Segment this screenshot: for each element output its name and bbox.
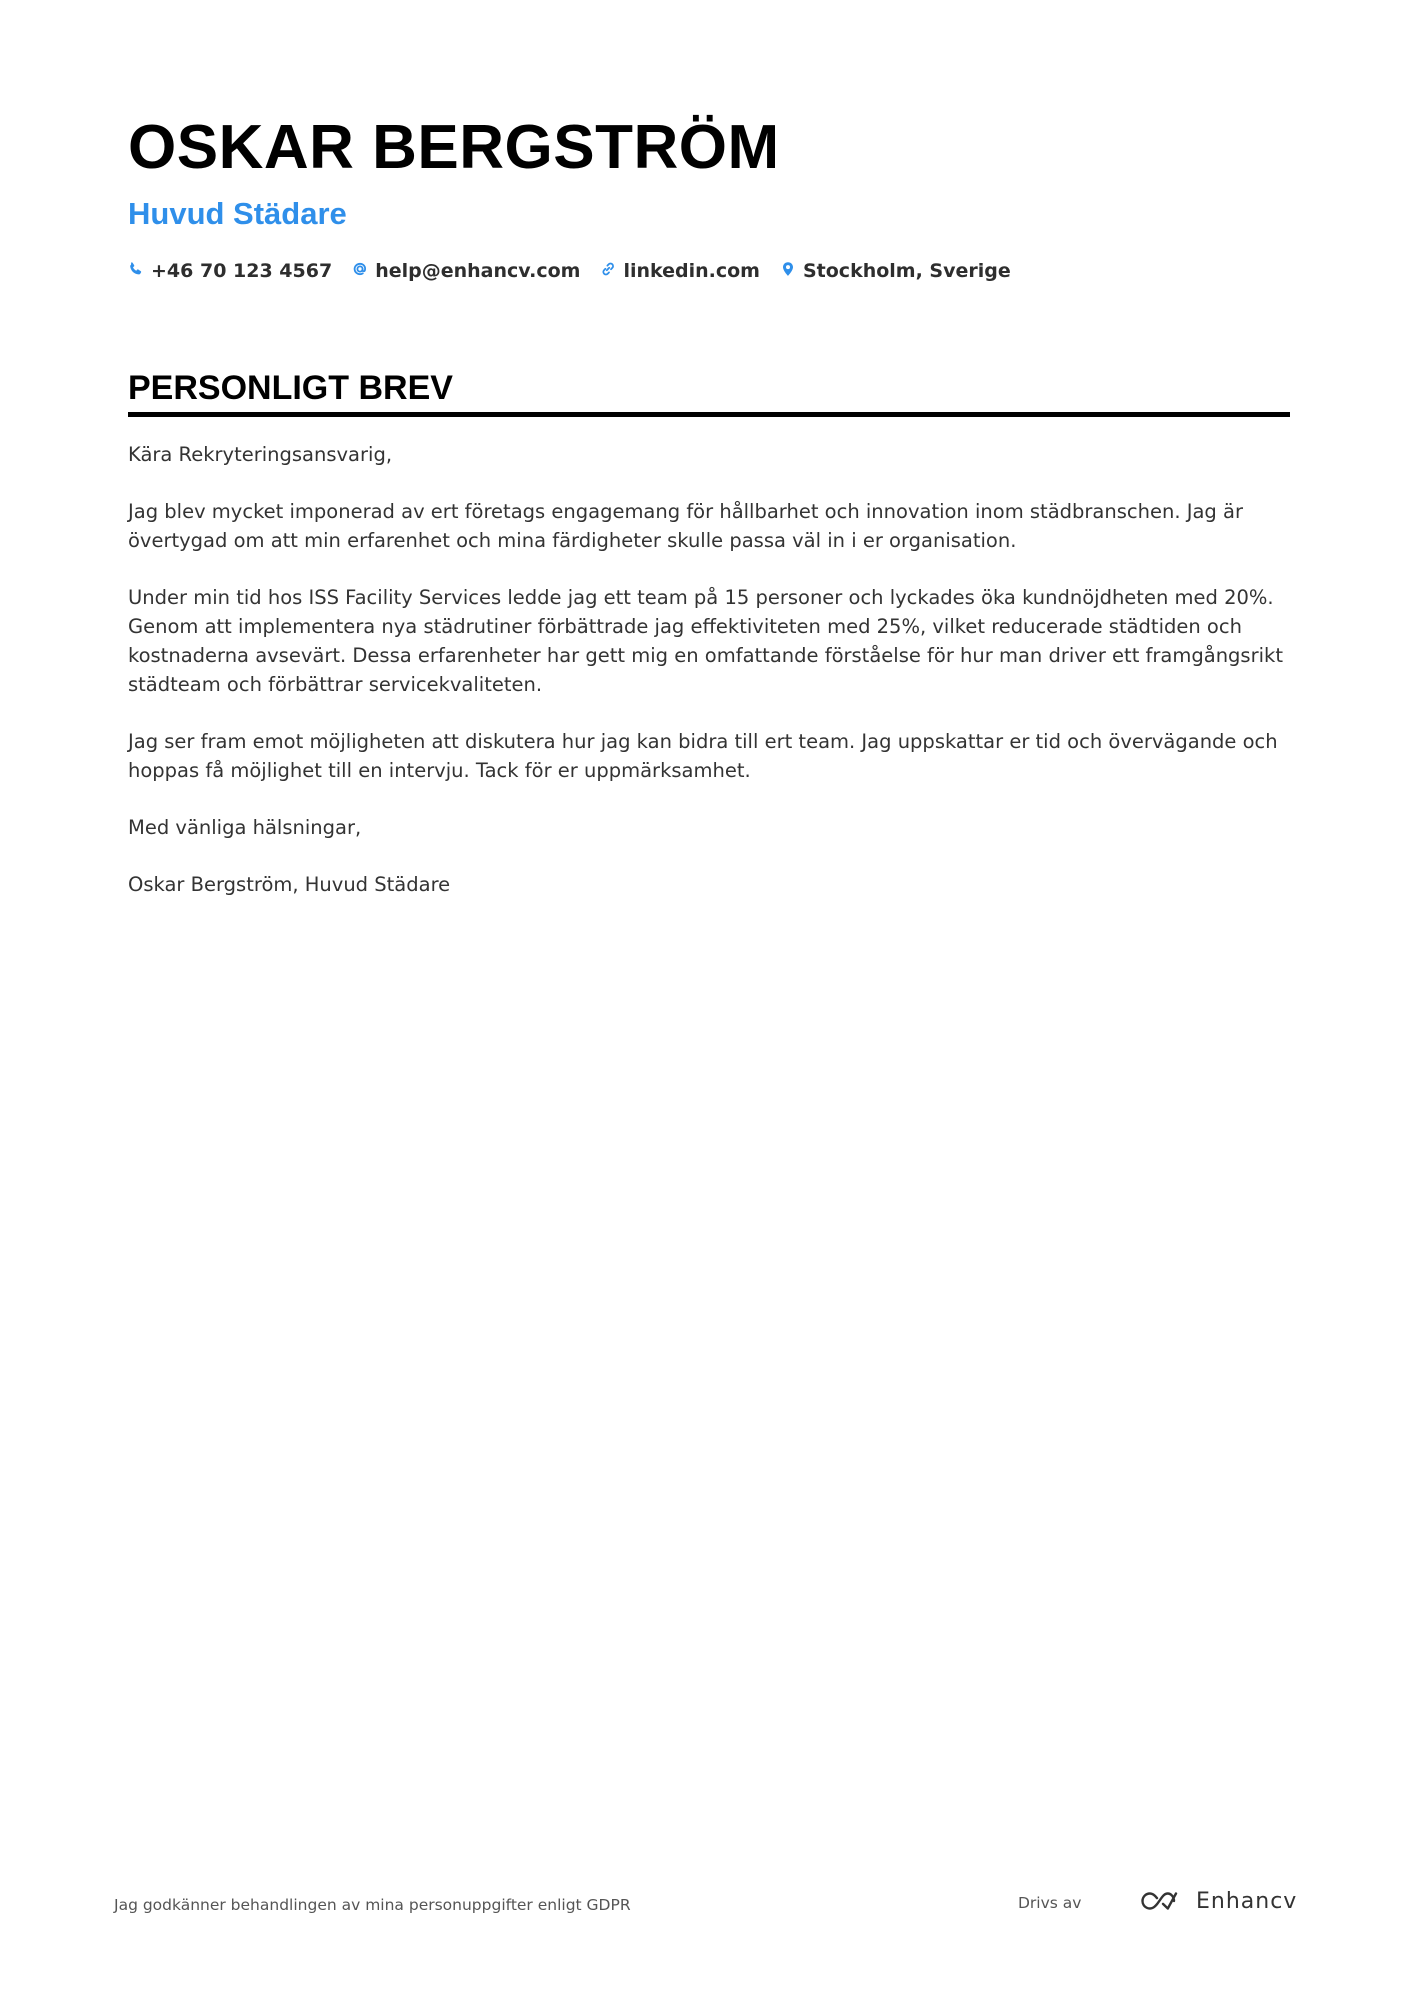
letter-greeting: Kära Rekryteringsansvarig,	[128, 443, 393, 466]
enhancv-brand-name: Enhancv	[1196, 1888, 1298, 1914]
location-text: Stockholm, Sverige	[802, 260, 1011, 282]
cover-letter-section	[128, 366, 1290, 929]
link-icon	[600, 260, 616, 282]
enhancv-logo-icon	[1136, 1888, 1182, 1914]
powered-by-label: Drivs av	[1018, 1894, 1082, 1912]
contact-phone[interactable]	[128, 260, 332, 282]
gdpr-consent-text: Jag godkänner behandlingen av mina personuppgifter enligt GDPR	[114, 1896, 631, 1914]
letter-paragraph: Under min tid hos ISS Facility Services ledde jag ett team på 15 personer och lyckades öka kundnöjdheten med 20%. Genom att implementera nya städrutiner förbättrade jag effektiviteten med 25%, vilket reducerade städtiden och kostnaderna avsevärt. Dessa erfarenheter har gett mig en omfattande förståelse för hur man driver ett framgångsrikt städteam och förbättrar servicekvaliteten.	[128, 586, 1283, 696]
letter-paragraph: Jag blev mycket imponerad av ert företags engagemang för hållbarhet och innovation inom städbranschen. Jag är övertygad om att min erfarenhet och mina färdigheter skulle passa väl in i er organisation.	[128, 500, 1243, 553]
letter-signature: Oskar Bergström, Huvud Städare	[128, 873, 451, 897]
location-pin-icon	[780, 260, 796, 282]
contact-location	[780, 260, 1011, 282]
linkedin-text: linkedin.com	[623, 260, 760, 282]
contact-linkedin[interactable]	[600, 260, 760, 282]
section-title: PERSONLIGT BREV	[128, 369, 453, 407]
header	[128, 108, 1290, 282]
job-title: Huvud Städare	[128, 196, 347, 231]
enhancv-brand-link[interactable]	[1136, 1888, 1297, 1914]
at-icon	[352, 260, 368, 282]
applicant-name: OSKAR BERGSTRÖM	[128, 113, 780, 182]
section-divider	[128, 412, 1290, 417]
phone-text: +46 70 123 4567	[151, 260, 333, 282]
letter-closing: Med vänliga hälsningar,	[128, 816, 362, 840]
footer	[114, 1886, 1298, 1926]
contact-email[interactable]	[352, 260, 580, 282]
contact-bar	[128, 260, 1290, 282]
phone-icon	[128, 260, 144, 282]
email-text: help@enhancv.com	[375, 260, 581, 282]
letter-paragraph: Jag ser fram emot möjligheten att diskutera hur jag kan bidra till ert team. Jag uppskattar er tid och övervägande och hoppas få möjlighet till en intervju. Tack för er uppmärksamhet.	[128, 729, 1278, 782]
letter-body	[128, 441, 1290, 900]
